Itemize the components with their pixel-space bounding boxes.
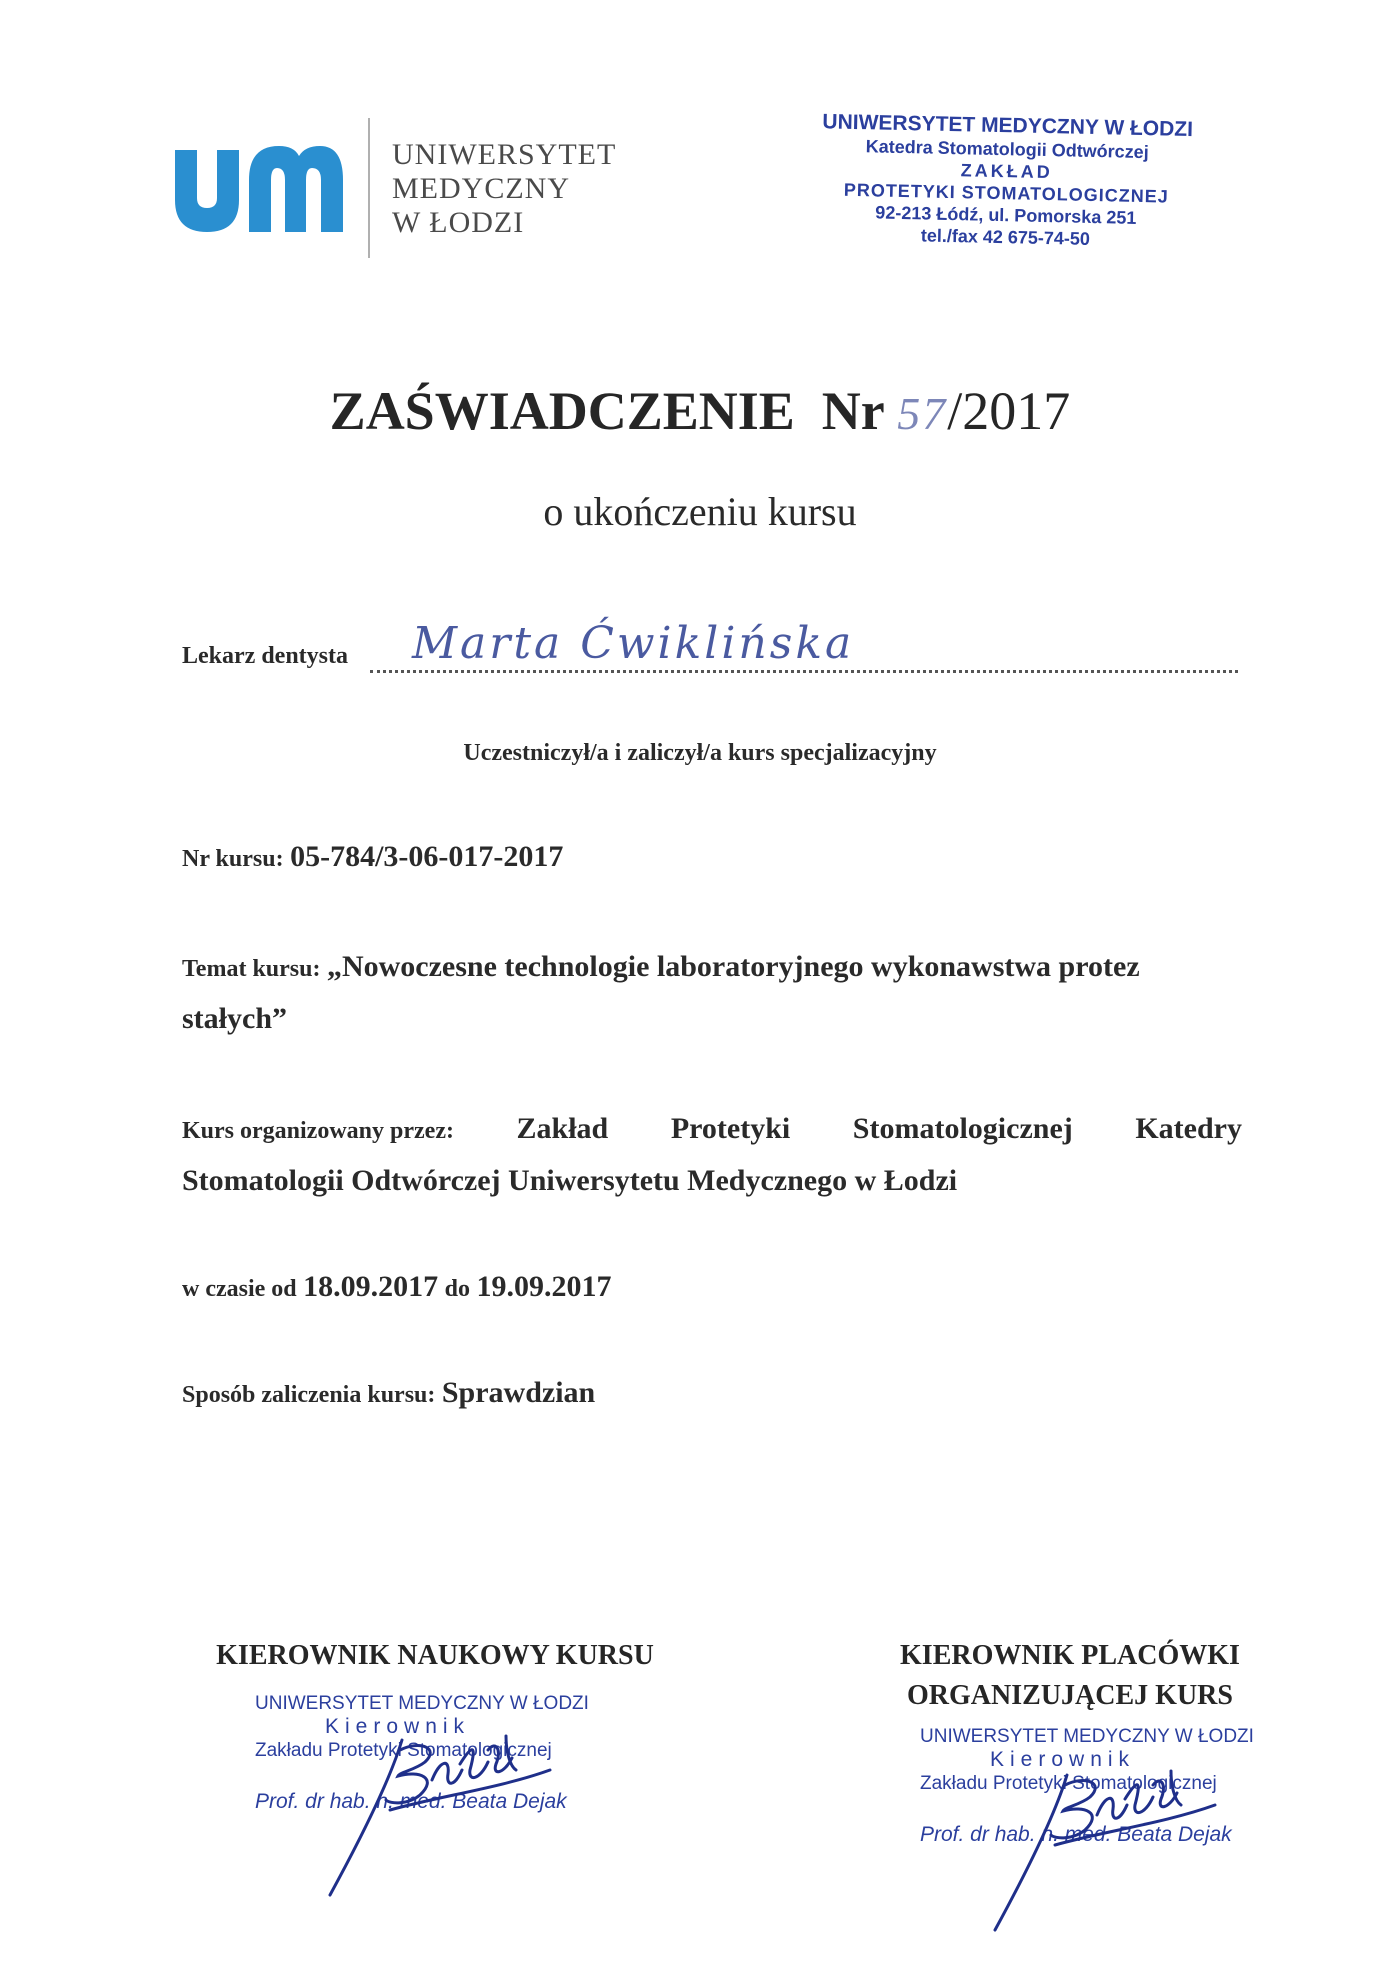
certificate-number: 57	[897, 388, 948, 439]
course-organizer	[182, 1112, 1242, 1198]
signature-block-left	[210, 1636, 660, 1676]
period-from-date: 18.09.2017	[303, 1270, 439, 1303]
logo-wordmark	[392, 138, 616, 240]
course-topic	[182, 950, 1242, 1036]
dentist-label: Lekarz dentysta	[182, 643, 348, 669]
department-stamp	[805, 110, 1208, 252]
course-period	[182, 1270, 612, 1304]
left-stamp-kierownik: Kierownik	[325, 1715, 471, 1738]
right-stamp-kierownik: Kierownik	[990, 1748, 1136, 1771]
stamp-line-department: Katedra Stomatologii Odtwórczej	[865, 136, 1149, 163]
organizer-word-2: Protetyki	[670, 1112, 791, 1145]
method-value: Sprawdzian	[441, 1376, 596, 1409]
left-stamp-zaklad: Zakładu Protetyki Stomatologicznej	[255, 1740, 552, 1761]
organizer-word-4: Katedry	[1135, 1112, 1242, 1145]
left-stamp-university: UNIWERSYTET MEDYCZNY W ŁODZI	[255, 1693, 589, 1714]
topic-value-line-2: stałych”	[182, 1002, 287, 1035]
logo-line-1: UNIWERSYTET	[392, 138, 617, 171]
page-title	[0, 380, 1400, 442]
course-number-label: Nr kursu:	[182, 846, 284, 872]
period-to-date: 19.09.2017	[476, 1270, 612, 1303]
participation-statement: Uczestniczył/a i zaliczył/a kurs specjalizacyjny	[463, 740, 937, 766]
title-nr-label: Nr	[821, 381, 884, 441]
right-signature-title-2: ORGANIZUJĄCEJ KURS	[907, 1680, 1233, 1711]
dentist-row	[182, 618, 1242, 670]
period-to-label: do	[444, 1276, 471, 1302]
completion-method	[182, 1376, 595, 1410]
topic-value-line-1: „Nowoczesne technologie laboratoryjnego wykonawstwa protez	[326, 950, 1140, 983]
course-number-value: 05-784/3-06-017-2017	[290, 840, 564, 873]
stamp-line-protetyki: PROTETYKI STOMATOLOGICZNEJ	[843, 179, 1169, 207]
stamp-line-address: 92-213 Łódź, ul. Pomorska 251	[875, 202, 1137, 228]
page-subtitle: o ukończeniu kursu	[543, 489, 857, 534]
right-stamp-university: UNIWERSYTET MEDYCZNY W ŁODZI	[920, 1726, 1254, 1747]
dentist-name-handwritten: Marta Ćwiklińska	[412, 618, 855, 669]
university-logo-icon	[175, 142, 343, 232]
organizer-label: Kurs organizowany przez:	[182, 1118, 454, 1144]
left-handwritten-signature-icon	[320, 1700, 580, 1900]
stamp-line-phone: tel./fax 42 675-74-50	[920, 225, 1091, 249]
right-stamp-zaklad: Zakładu Protetyki Stomatologicznej	[920, 1773, 1217, 1794]
dotted-line	[370, 670, 1238, 673]
logo-divider	[368, 118, 370, 258]
organizer-value-line-2: Stomatologii Odtwórczej Uniwersytetu Medycznego w Łodzi	[182, 1164, 958, 1197]
right-handwritten-signature-icon	[985, 1735, 1245, 1935]
left-stamp-name: Prof. dr hab. n. med. Beata Dejak	[255, 1790, 567, 1813]
course-number-row	[182, 840, 563, 874]
logo-line-3: W ŁODZI	[392, 206, 525, 239]
method-label: Sposób zaliczenia kursu:	[182, 1382, 436, 1408]
stamp-line-zaklad: ZAKŁAD	[960, 160, 1053, 183]
title-main: ZAŚWIADCZENIE	[329, 381, 795, 441]
signature-block-right	[880, 1636, 1260, 1716]
certificate-year: /2017	[947, 381, 1071, 441]
topic-label: Temat kursu:	[182, 956, 321, 982]
organizer-word-1: Zakład	[516, 1112, 609, 1145]
logo-line-2: MEDYCZNY	[392, 172, 570, 205]
period-from-label: w czasie od	[182, 1276, 297, 1302]
stamp-line-university: UNIWERSYTET MEDYCZNY W ŁODZI	[822, 110, 1194, 142]
right-signature-title-1: KIEROWNIK PLACÓWKI	[900, 1640, 1240, 1671]
organizer-word-3: Stomatologicznej	[852, 1112, 1073, 1145]
right-stamp-name: Prof. dr hab. n. med. Beata Dejak	[920, 1823, 1232, 1846]
left-signature-title: KIEROWNIK NAUKOWY KURSU	[216, 1640, 654, 1671]
